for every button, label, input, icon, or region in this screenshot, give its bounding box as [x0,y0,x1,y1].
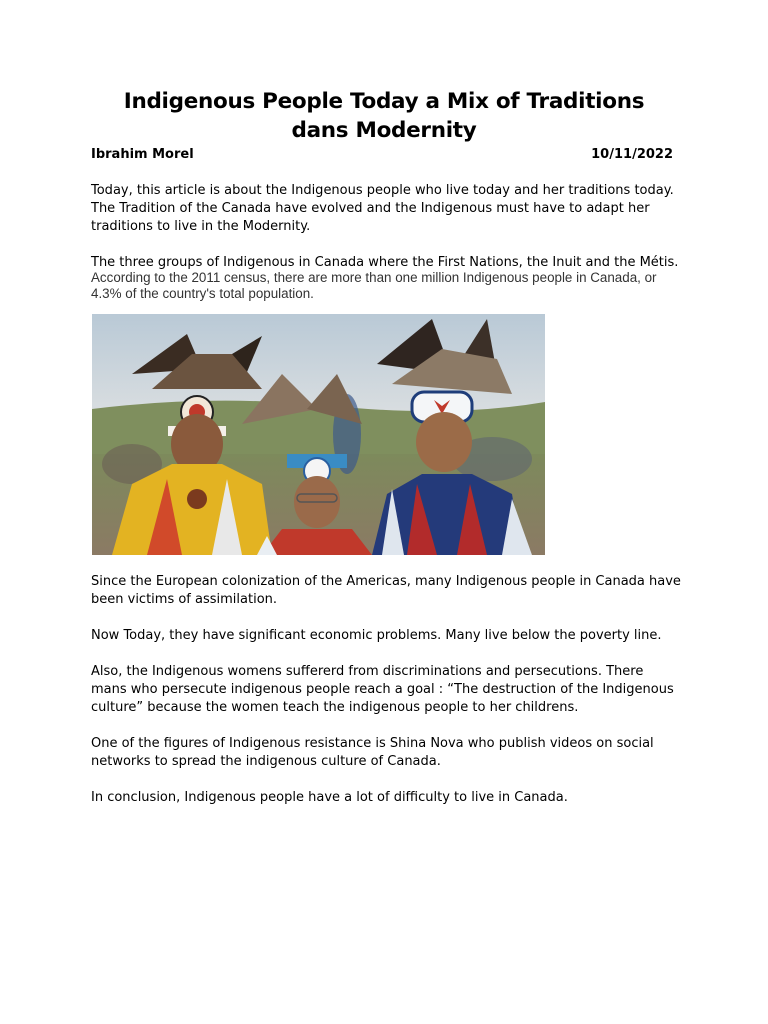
author-name: Ibrahim Morel [91,147,194,162]
colonization-paragraph: Since the European colonization of the Americas, many Indigenous people in Canada have been victims of assimilation. [91,574,681,607]
resistance-paragraph: One of the figures of Indigenous resistance is Shina Nova who publish videos on social networks to spread the indigenous culture of Canada. [91,736,654,769]
photo-indigenous-children [92,314,545,555]
document-title: Indigenous People Today a Mix of Traditions dans Modernity [123,89,645,143]
publish-date: 10/11/2022 [591,147,673,162]
byline [91,146,673,164]
intro-paragraph: Today, this article is about the Indigenous people who live today and her traditions today. The Tradition of the Canada have evolved and the Indigenous must have to adapt her traditions to live in the Modernity. [91,183,674,234]
women-paragraph: Also, the Indigenous womens suffererd from discriminations and persecutions. There mans who persecute indigenous people reach a goal : “The destruction of the Indigenous culture” because the women teach the indigenous people to her childrens. [91,664,674,715]
census-paragraph: According to the 2011 census, there are more than one million Indigenous people in Canada, or 4.3% of the country's total population. [91,270,657,301]
conclusion-paragraph: In conclusion, Indigenous people have a lot of difficulty to live in Canada. [91,790,568,805]
groups-paragraph: The three groups of Indigenous in Canada where the First Nations, the Inuit and the Métis. [91,255,679,270]
economy-paragraph: Now Today, they have significant economic problems. Many live below the poverty line. [91,628,662,643]
photo-illustration [92,314,545,555]
